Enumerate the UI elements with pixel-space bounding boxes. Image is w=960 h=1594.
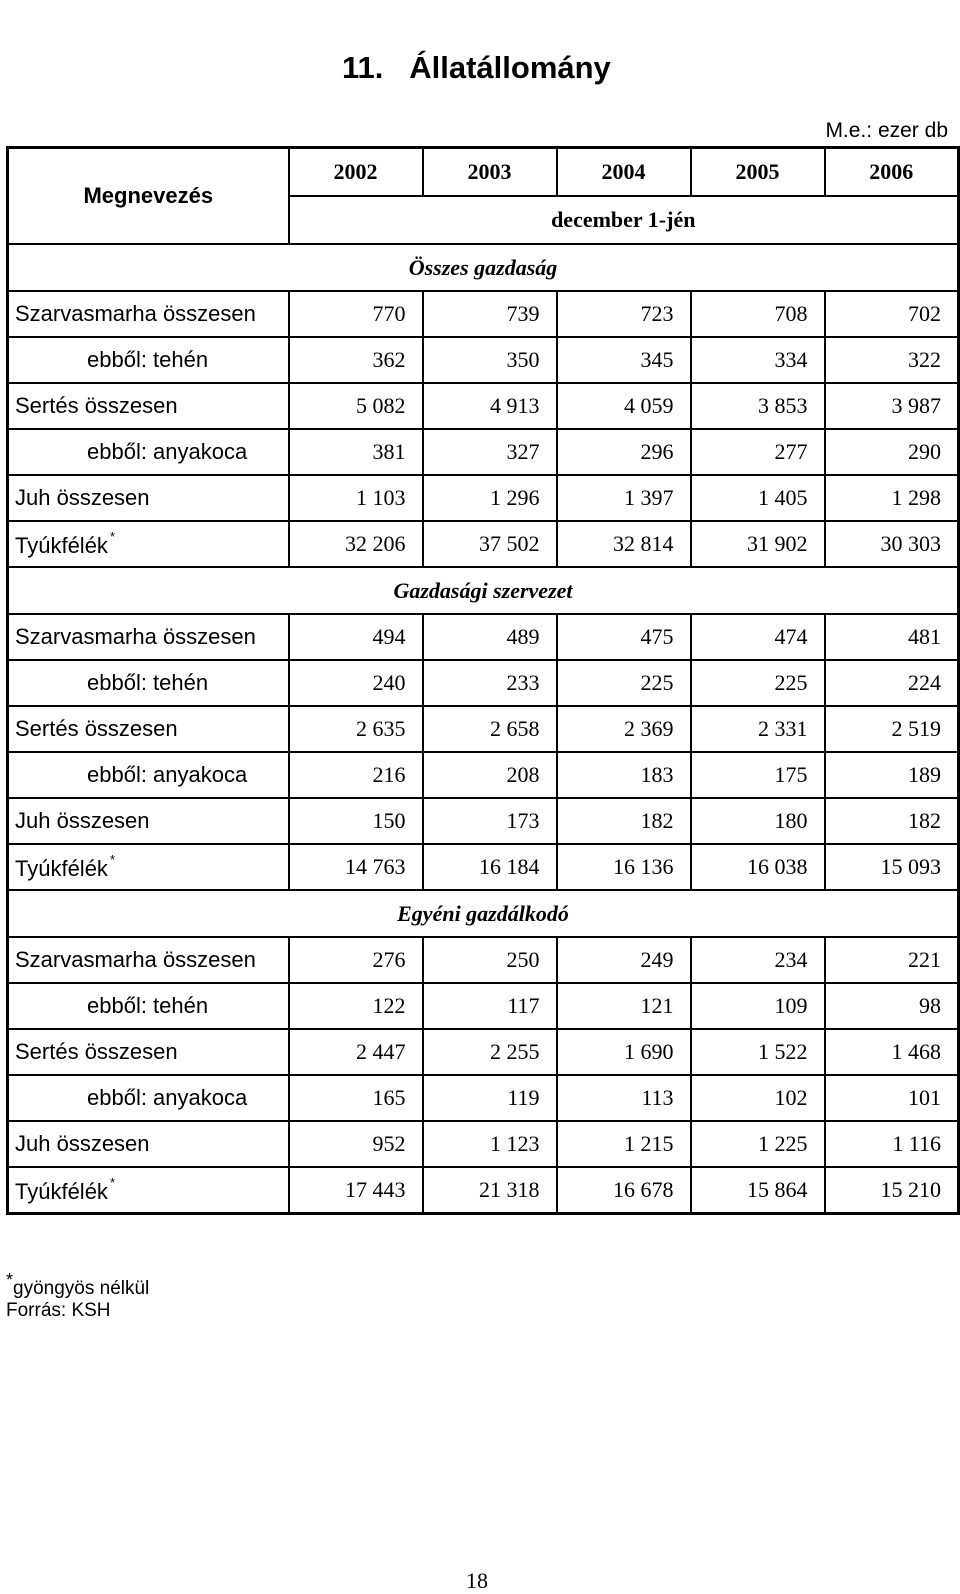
table-row [8,521,959,567]
table-row [8,1029,959,1075]
value-cell: 98 [825,983,959,1029]
row-label: ebből: tehén [87,993,209,1018]
value-cell: 474 [691,614,825,660]
row-label-cell [8,844,289,890]
section-title: Összes gazdaság [8,244,959,291]
row-label: Juh összesen [15,808,150,833]
value-cell: 2 369 [557,706,691,752]
row-label-cell [8,614,289,660]
unit-label: M.e.: ezer db [825,119,948,142]
table-row [8,1075,959,1121]
value-cell: 708 [691,291,825,337]
table-row [8,798,959,844]
value-cell: 3 853 [691,383,825,429]
value-cell: 2 635 [289,706,423,752]
value-cell: 102 [691,1075,825,1121]
value-cell: 183 [557,752,691,798]
value-cell: 5 082 [289,383,423,429]
row-label-cell [8,1029,289,1075]
value-cell: 189 [825,752,959,798]
value-cell: 16 038 [691,844,825,890]
value-cell: 16 184 [423,844,557,890]
value-cell: 121 [557,983,691,1029]
value-cell: 31 902 [691,521,825,567]
table-row [8,752,959,798]
value-cell: 327 [423,429,557,475]
footnote-mark: * [109,852,115,867]
row-label-cell [8,337,289,383]
value-cell: 277 [691,429,825,475]
value-cell: 350 [423,337,557,383]
value-cell: 1 522 [691,1029,825,1075]
value-cell: 14 763 [289,844,423,890]
livestock-table [6,146,960,1215]
value-cell: 2 519 [825,706,959,752]
value-cell: 165 [289,1075,423,1121]
value-cell: 1 225 [691,1121,825,1167]
value-cell: 1 397 [557,475,691,521]
value-cell: 37 502 [423,521,557,567]
row-label-cell [8,1121,289,1167]
date-header: december 1-jén [289,196,959,244]
table-row [8,844,959,890]
value-cell: 225 [557,660,691,706]
row-label-cell [8,1167,289,1214]
table-row [8,475,959,521]
value-cell: 2 255 [423,1029,557,1075]
row-label-cell [8,1075,289,1121]
value-cell: 224 [825,660,959,706]
value-cell: 15 864 [691,1167,825,1214]
table-row [8,337,959,383]
value-cell: 739 [423,291,557,337]
row-label-cell [8,383,289,429]
source-note: Forrás: KSH [6,1300,111,1321]
value-cell: 2 331 [691,706,825,752]
footnote-mark: * [109,1175,115,1190]
value-cell: 113 [557,1075,691,1121]
value-cell: 334 [691,337,825,383]
value-cell: 101 [825,1075,959,1121]
value-cell: 345 [557,337,691,383]
row-label-cell [8,429,289,475]
table-row [8,983,959,1029]
row-label-cell [8,475,289,521]
row-label: Sertés összesen [15,716,178,741]
table-row [8,660,959,706]
value-cell: 290 [825,429,959,475]
table-row [8,429,959,475]
value-cell: 4 059 [557,383,691,429]
value-cell: 276 [289,937,423,983]
row-label-cell [8,521,289,567]
page-title [342,50,611,86]
row-label: Juh összesen [15,485,150,510]
page-number: 18 [466,1568,488,1593]
value-cell: 3 987 [825,383,959,429]
value-cell: 723 [557,291,691,337]
row-label: ebből: tehén [87,670,209,695]
value-cell: 1 123 [423,1121,557,1167]
row-label: ebből: anyakoca [87,762,248,787]
year-header: 2006 [825,148,959,197]
value-cell: 1 690 [557,1029,691,1075]
section-title: Gazdasági szervezet [8,567,959,614]
value-cell: 4 913 [423,383,557,429]
value-cell: 1 298 [825,475,959,521]
row-label-cell [8,937,289,983]
row-label: Tyúkfélék [15,1179,108,1204]
section-header-row [8,244,959,291]
value-cell: 173 [423,798,557,844]
value-cell: 481 [825,614,959,660]
footnote-mark: * [109,529,115,544]
value-cell: 122 [289,983,423,1029]
row-label: Juh összesen [15,1131,150,1156]
value-cell: 208 [423,752,557,798]
row-label: ebből: anyakoca [87,1085,248,1110]
value-cell: 770 [289,291,423,337]
value-cell: 117 [423,983,557,1029]
value-cell: 16 136 [557,844,691,890]
value-cell: 21 318 [423,1167,557,1214]
year-header: 2004 [557,148,691,197]
value-cell: 322 [825,337,959,383]
section-header-row [8,567,959,614]
row-label: Szarvasmarha összesen [15,947,256,972]
value-cell: 1 468 [825,1029,959,1075]
value-cell: 182 [557,798,691,844]
row-label-cell [8,706,289,752]
value-cell: 240 [289,660,423,706]
value-cell: 221 [825,937,959,983]
value-cell: 182 [825,798,959,844]
value-cell: 2 658 [423,706,557,752]
row-label-cell [8,752,289,798]
year-header: 2002 [289,148,423,197]
footnote-mark: * [6,1270,14,1290]
year-header: 2003 [423,148,557,197]
value-cell: 216 [289,752,423,798]
row-label: Sertés összesen [15,1039,178,1064]
row-label: Szarvasmarha összesen [15,301,256,326]
value-cell: 17 443 [289,1167,423,1214]
row-label: ebből: tehén [87,347,209,372]
value-cell: 119 [423,1075,557,1121]
value-cell: 32 206 [289,521,423,567]
value-cell: 225 [691,660,825,706]
table-row [8,1167,959,1214]
row-label: ebből: anyakoca [87,439,248,464]
table-row [8,1121,959,1167]
value-cell: 1 405 [691,475,825,521]
value-cell: 180 [691,798,825,844]
row-label-cell [8,660,289,706]
value-cell: 489 [423,614,557,660]
row-label-cell [8,291,289,337]
value-cell: 250 [423,937,557,983]
table-row [8,291,959,337]
name-column-header: Megnevezés [8,148,289,245]
value-cell: 15 210 [825,1167,959,1214]
value-cell: 952 [289,1121,423,1167]
value-cell: 32 814 [557,521,691,567]
footnote-text: gyöngyös nélkül [13,1278,150,1299]
value-cell: 702 [825,291,959,337]
row-label: Tyúkfélék [15,533,108,558]
value-cell: 362 [289,337,423,383]
section-header-row [8,890,959,937]
table-row [8,937,959,983]
value-cell: 1 215 [557,1121,691,1167]
year-header: 2005 [691,148,825,197]
value-cell: 494 [289,614,423,660]
value-cell: 1 116 [825,1121,959,1167]
table-row [8,383,959,429]
table-row [8,706,959,752]
row-label: Tyúkfélék [15,856,108,881]
value-cell: 2 447 [289,1029,423,1075]
footnote [6,1270,149,1300]
row-label: Szarvasmarha összesen [15,624,256,649]
table-row [8,614,959,660]
value-cell: 234 [691,937,825,983]
value-cell: 233 [423,660,557,706]
value-cell: 475 [557,614,691,660]
title-number: 11. [342,50,384,85]
value-cell: 15 093 [825,844,959,890]
value-cell: 30 303 [825,521,959,567]
value-cell: 150 [289,798,423,844]
value-cell: 16 678 [557,1167,691,1214]
value-cell: 1 296 [423,475,557,521]
row-label-cell [8,798,289,844]
value-cell: 1 103 [289,475,423,521]
value-cell: 109 [691,983,825,1029]
value-cell: 249 [557,937,691,983]
row-label-cell [8,983,289,1029]
row-label: Sertés összesen [15,393,178,418]
section-title: Egyéni gazdálkodó [8,890,959,937]
header-row-years [8,148,959,197]
title-text: Állatállomány [409,50,611,85]
value-cell: 381 [289,429,423,475]
value-cell: 296 [557,429,691,475]
value-cell: 175 [691,752,825,798]
